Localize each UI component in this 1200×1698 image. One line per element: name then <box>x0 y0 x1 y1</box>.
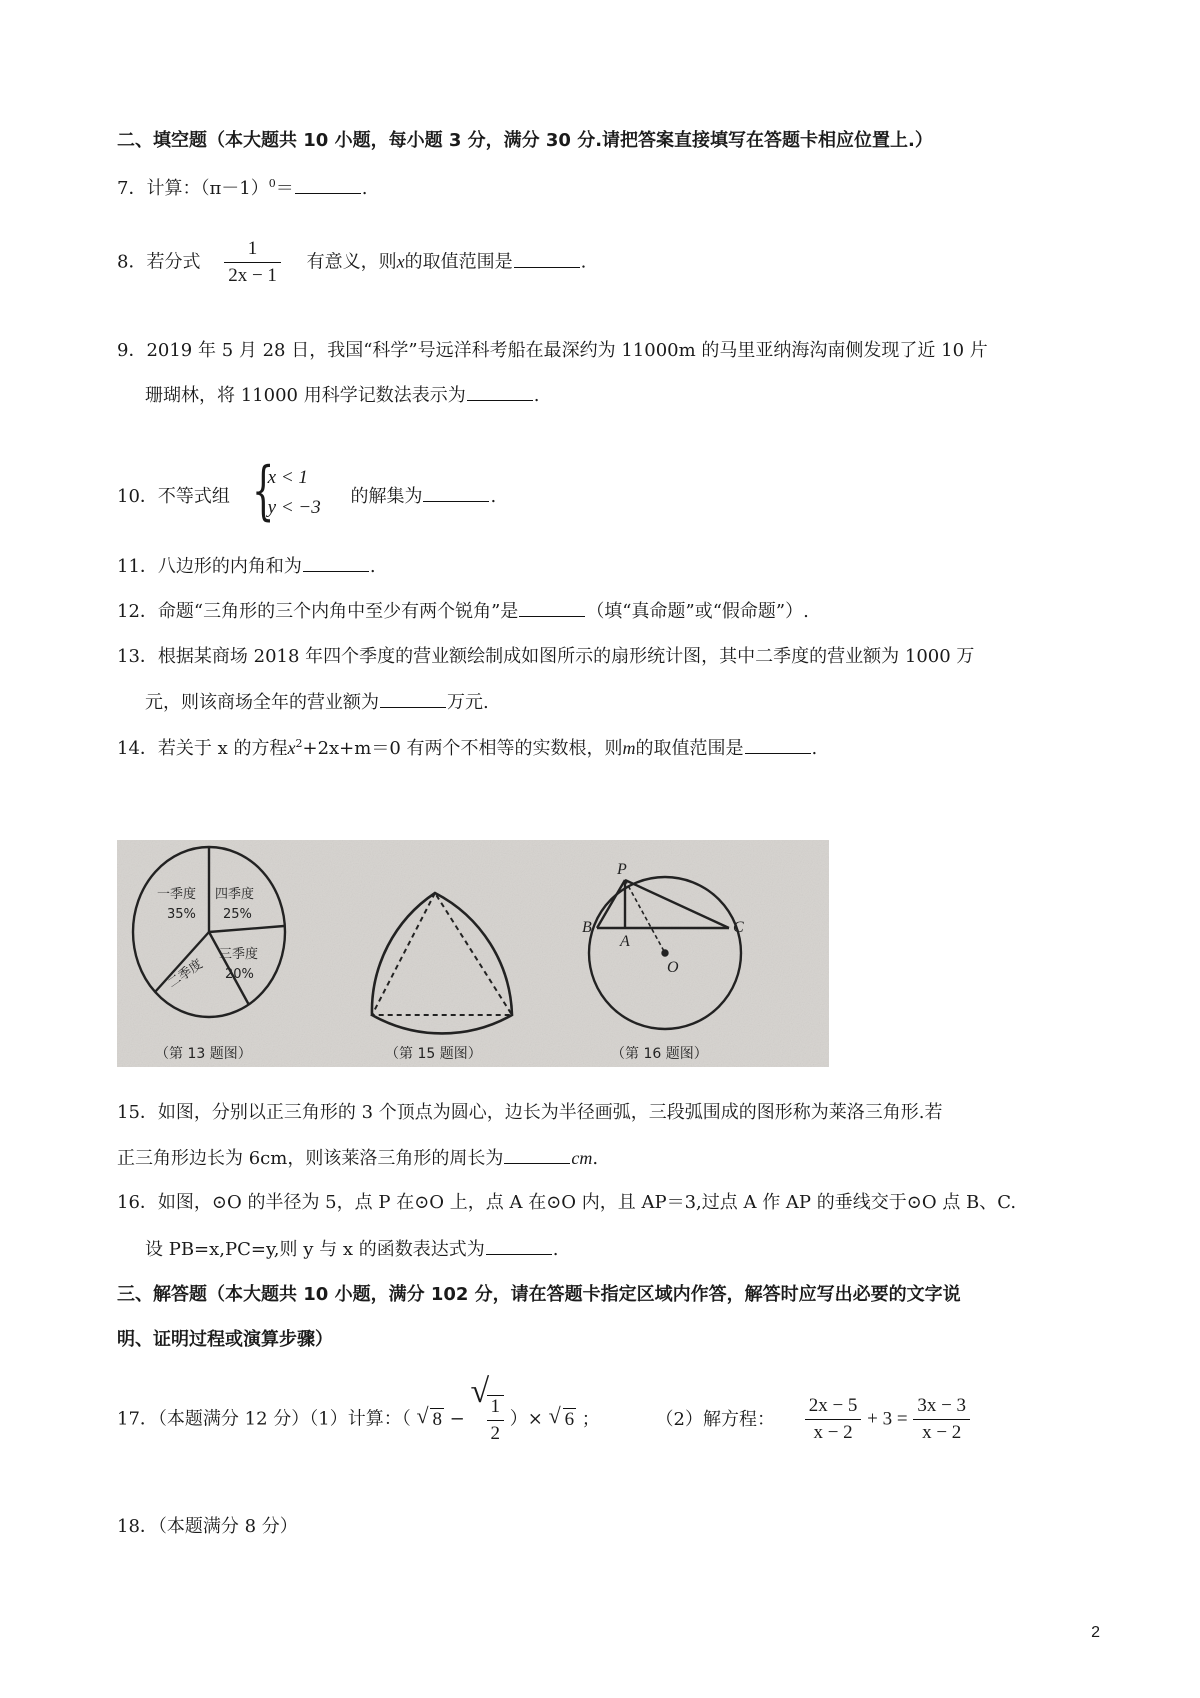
answer-blank[interactable] <box>486 1238 552 1255</box>
question-16-line1: 16．如图，⊙O 的半径为 5，点 P 在⊙O 上，点 A 在⊙O 内，且 AP＝3,过点 A 作 AP 的垂线交于⊙O 点 B、C. <box>117 1192 1017 1213</box>
question-9-line2: 珊瑚林，将 11000 用科学记数法表示为 . <box>145 385 540 406</box>
question-12: 12．命题“三角形的三个内角中至少有两个锐角”是 （填“真命题”或“假命题”）. <box>117 601 809 622</box>
page-number: 2 <box>1091 1624 1100 1641</box>
sqrt-6: √ 6 <box>548 1402 575 1430</box>
question-18: 18．（本题满分 8 分） <box>117 1516 298 1537</box>
pie-pct-q3: 20% <box>225 967 254 982</box>
caption-16: （第 16 题图） <box>611 1046 708 1062</box>
caption-13: （第 13 题图） <box>155 1046 252 1062</box>
question-14: 14．若关于 x 的方程$x^2+2x+m=0$ 有两个不相等的实数根，则m的取值范围是 . <box>117 737 818 759</box>
svg-text:O: O <box>667 959 679 976</box>
question-10: 10．不等式组 { x < 1 y < −3 的解集为 . <box>117 454 497 528</box>
pie-pct-q1: 35% <box>167 907 196 922</box>
pie-label-q2: 二季度 <box>165 956 206 992</box>
question-15-line2: 正三角形边长为 6cm，则该莱洛三角形的周长为 cm. <box>117 1148 599 1169</box>
answer-blank[interactable] <box>504 1147 570 1164</box>
question-9-line1: 9．2019 年 5 月 28 日，我国“科学”号远洋科考船在最深约为 11000m 的马里亚纳海沟南侧发现了近 10 片 <box>117 340 988 361</box>
figures-image <box>117 840 829 1067</box>
svg-text:P: P <box>617 861 627 878</box>
pie-label-q3: 三季度 <box>219 947 259 962</box>
answer-blank[interactable] <box>745 737 811 754</box>
svg-text:B: B <box>582 919 592 936</box>
question-17: 17．（本题满分 12 分）（1）计算：（ √ 8 − √ $\frac{1}{2}$ ）× √ 6 ； （2）解方程： $\frac{2x - 5}{x - 2}$ + 3 = $\frac{3x - 3}{x - 2}$ <box>117 1395 970 1445</box>
svg-text:A: A <box>620 933 630 950</box>
question-13-line2: 元，则该商场全年的营业额为 万元. <box>145 692 489 713</box>
answer-blank[interactable] <box>295 177 361 194</box>
figures-drawing <box>117 840 829 1067</box>
pie-label-q1: 一季度 <box>157 887 197 902</box>
answer-blank[interactable] <box>303 555 369 572</box>
fraction-right: $\frac{3x - 3}{x - 2}$ <box>913 1395 970 1444</box>
svg-text:C: C <box>733 919 744 936</box>
question-8: 8．若分式 $\frac{1}{2x - 1}$ 有意义，则x的取值范围是 . <box>117 238 587 286</box>
section-3-heading-line1: 三、解答题（本大题共 10 小题，满分 102 分，请在答题卡指定区域内作答，解答时应写出必要的文字说 <box>117 1284 961 1305</box>
question-15-line1: 15．如图，分别以正三角形的 3 个顶点为圆心，边长为半径画弧，三段弧围成的图形称为莱洛三角形.若 <box>117 1102 943 1123</box>
answer-blank[interactable] <box>514 251 580 268</box>
pie-label-q4: 四季度 <box>215 887 255 902</box>
answer-blank[interactable] <box>423 485 489 502</box>
question-16-line2: 设 PB=x,PC=y,则 y 与 x 的函数表达式为 . <box>145 1239 559 1260</box>
question-13-line1: 13．根据某商场 2018 年四个季度的营业额绘制成如图所示的扇形统计图，其中二季度的营业额为 1000 万 <box>117 646 975 667</box>
answer-blank[interactable] <box>380 691 446 708</box>
answer-blank[interactable] <box>467 384 533 401</box>
section-3-heading-line2: 明、证明过程或演算步骤） <box>117 1329 333 1350</box>
sqrt-half: √ $\frac{1}{2}$ <box>471 1395 505 1445</box>
caption-15: （第 15 题图） <box>385 1046 482 1062</box>
question-7: 7．计算：$(\pi-1)^0=$ . <box>117 177 368 199</box>
sqrt-8: √ 8 <box>416 1402 442 1430</box>
fraction: $\frac{1}{2x - 1}$ <box>224 238 281 287</box>
answer-blank[interactable] <box>519 600 585 617</box>
section-2-heading: 二、填空题（本大题共 10 小题，每小题 3 分，满分 30 分.请把答案直接填写在答题卡相应位置上.） <box>117 130 933 151</box>
question-11: 11．八边形的内角和为 . <box>117 556 376 577</box>
inequality-system: { x < 1 y < −3 <box>251 454 321 528</box>
fraction-left: $\frac{2x - 5}{x - 2}$ <box>805 1395 862 1444</box>
pie-pct-q4: 25% <box>223 907 252 922</box>
center-point <box>663 951 668 956</box>
